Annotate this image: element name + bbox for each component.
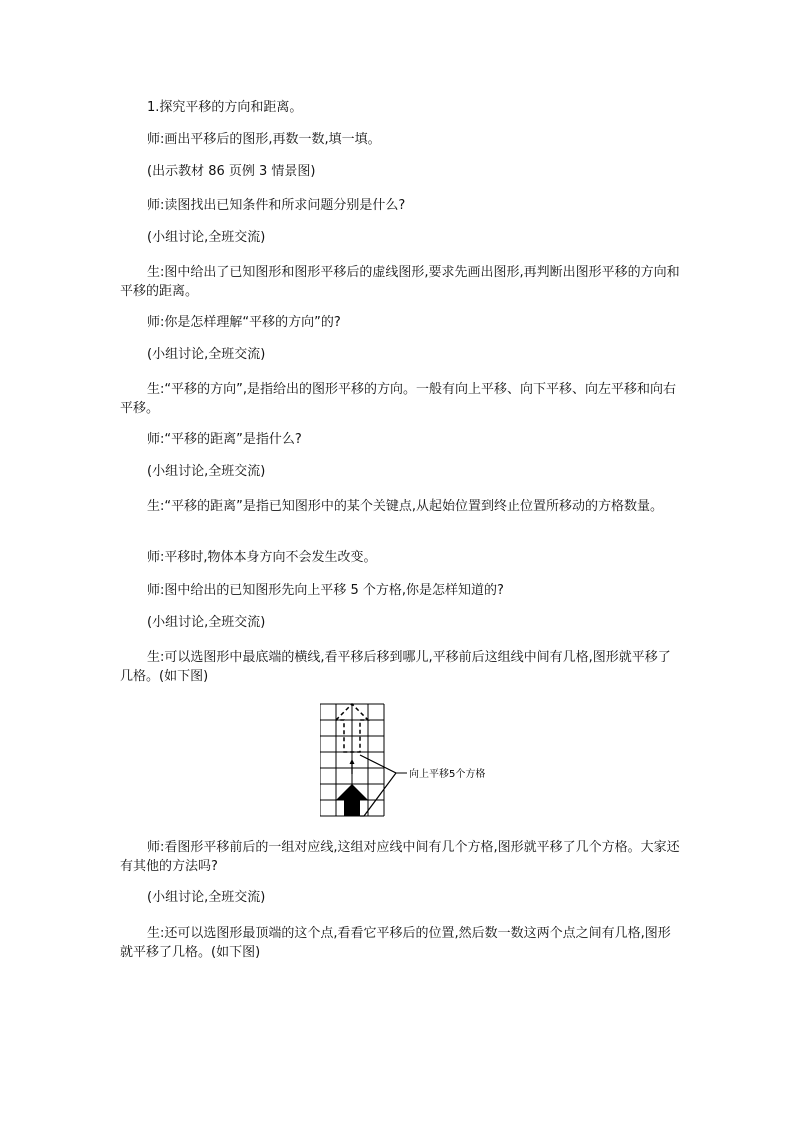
paragraph-4: 师:读图找出已知条件和所求问题分别是什么? <box>147 198 406 213</box>
paragraph-19: 生:还可以选图形最顶端的这个点,看看它平移后的位置,然后数一数这两个点之间有几格,图形就平移了几格。(如下图) <box>120 926 671 960</box>
paragraph-3: (出示教材 86 页例 3 情景图) <box>147 164 316 179</box>
paragraph-7: 师:你是怎样理解“平移的方向”的? <box>147 315 341 330</box>
translation-figure <box>320 703 520 821</box>
paragraph-11: (小组讨论,全班交流) <box>147 464 266 479</box>
paragraph-12: 生:“平移的距离”是指已知图形中的某个关键点,从起始位置到终止位置所移动的方格数量。 <box>147 499 663 514</box>
paragraph-8: (小组讨论,全班交流) <box>147 347 266 362</box>
paragraph-15: (小组讨论,全班交流) <box>147 615 266 630</box>
paragraph-10: 师:“平移的距离”是指什么? <box>147 432 302 447</box>
paragraph-16: 生:可以选图形中最底端的横线,看平移后移到哪儿,平移前后这组线中间有几格,图形就平移了几格。(如下图) <box>120 650 671 684</box>
paragraph-9: 生:“平移的方向”,是指给出的图形平移的方向。一般有向上平移、向下平移、向左平移和向右平移。 <box>120 382 676 416</box>
paragraph-18: (小组讨论,全班交流) <box>147 890 266 905</box>
paragraph-1: 1.探究平移的方向和距离。 <box>147 100 303 115</box>
paragraph-2: 师:画出平移后的图形,再数一数,填一填。 <box>147 132 381 147</box>
paragraph-6: 生:图中给出了已知图形和图形平移后的虚线图形,要求先画出图形,再判断出图形平移的方向和平移的距离。 <box>120 265 680 299</box>
paragraph-13: 师:平移时,物体本身方向不会发生改变。 <box>147 550 377 565</box>
small-up-arrowhead-icon <box>350 759 355 764</box>
paragraph-14: 师:图中给出的已知图形先向上平移 5 个方格,你是怎样知道的? <box>147 583 504 598</box>
callout-label: 向上平移5个方格 <box>409 769 486 780</box>
paragraph-5: (小组讨论,全班交流) <box>147 230 266 245</box>
paragraph-17: 师:看图形平移前后的一组对应线,这组对应线中间有几个方格,图形就平移了几个方格。大家还有其他的方法吗? <box>120 840 680 874</box>
callout-shape <box>360 755 396 816</box>
original-arrow-shape <box>336 784 368 816</box>
grid-diagram <box>320 703 520 821</box>
